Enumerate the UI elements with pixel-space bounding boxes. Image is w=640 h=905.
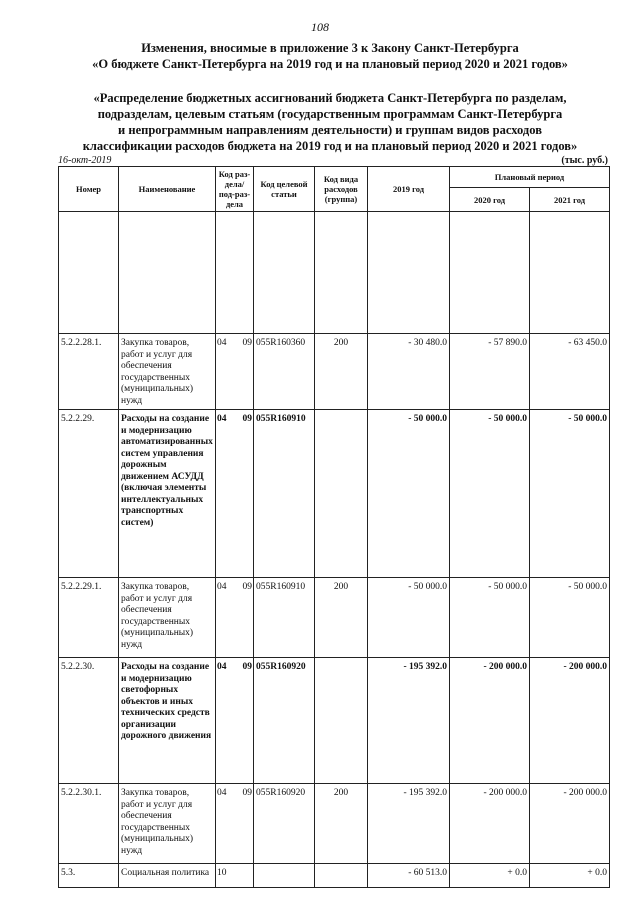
title-line-1: Изменения, вносимые в приложение 3 к Закону Санкт-Петербурга (141, 41, 519, 55)
row-2021: - 200 000.0 (530, 658, 610, 784)
header-cs: Код целевой статьи (254, 167, 315, 212)
row-razdel (216, 784, 254, 864)
table-row (59, 578, 610, 658)
header-period: Плановый период (450, 167, 610, 188)
row-kvr (315, 410, 368, 578)
row-2020: - 200 000.0 (450, 658, 530, 784)
row-name: Расходы на создание и модернизацию автоматизированных систем управления дорожным движением АСУДД (включая элементы интеллектуальных транспортных систем) (119, 410, 216, 578)
header-row (59, 167, 610, 188)
table-row (59, 658, 610, 784)
row-kvr (315, 658, 368, 784)
row-2020: - 50 000.0 (450, 410, 530, 578)
table-row (59, 864, 610, 888)
budget-table (58, 166, 610, 888)
document-title (60, 40, 600, 72)
row-name: Расходы на создание и модернизацию светофорных объектов и иных технических средств организации дорожного движения (119, 658, 216, 784)
row-2021: - 50 000.0 (530, 578, 610, 658)
row-cs: 055R160920 (254, 658, 315, 784)
header-2021: 2021 год (530, 188, 610, 212)
row-razdel (216, 410, 254, 578)
table-body (59, 334, 610, 888)
row-number: 5.3. (59, 864, 119, 888)
document-date: 16-окт-2019 (58, 155, 112, 166)
row-name: Социальная политика (119, 864, 216, 888)
row-cs: 055R160910 (254, 578, 315, 658)
row-razdel-code: 10 (217, 868, 227, 878)
row-2021: - 50 000.0 (530, 410, 610, 578)
subtitle-line-3: и непрограммным направлениям деятельности) и группам видов расходов (118, 123, 542, 137)
title-line-2: «О бюджете Санкт-Петербурга на 2019 год и на плановый период 2020 и 2021 годов» (92, 57, 568, 71)
header-name: Наименование (119, 167, 216, 212)
row-podrazdel-code: 09 (242, 788, 252, 798)
subtitle-line-2: подразделам, целевым статьям (государственным программам Санкт-Петербурга (97, 107, 563, 121)
page-number: 108 (311, 20, 329, 34)
row-razdel-code: 04 (217, 662, 227, 672)
row-razdel-code: 04 (217, 338, 227, 348)
subtitle-line-1: «Распределение бюджетных ассигнований бюджета Санкт-Петербурга по разделам, (93, 91, 567, 105)
header-number: Номер (59, 167, 119, 212)
row-2021: - 200 000.0 (530, 784, 610, 864)
header-razdel: Код раз-дела/ под-раз-дела (216, 167, 254, 212)
row-2019: - 30 480.0 (368, 334, 450, 410)
header-2020: 2020 год (450, 188, 530, 212)
row-2019: - 50 000.0 (368, 410, 450, 578)
row-podrazdel-code: 09 (242, 582, 252, 592)
row-razdel (216, 864, 254, 888)
table-row (59, 784, 610, 864)
row-cs: 055R160910 (254, 410, 315, 578)
row-number: 5.2.2.28.1. (59, 334, 119, 410)
row-razdel (216, 334, 254, 410)
row-2020: + 0.0 (450, 864, 530, 888)
row-kvr: 200 (315, 784, 368, 864)
row-kvr: 200 (315, 334, 368, 410)
row-kvr (315, 864, 368, 888)
row-2020: - 50 000.0 (450, 578, 530, 658)
row-razdel-code: 04 (217, 582, 227, 592)
row-podrazdel-code: 09 (242, 414, 252, 424)
row-2019: - 60 513.0 (368, 864, 450, 888)
row-razdel-code: 04 (217, 788, 227, 798)
row-name: Закупка товаров, работ и услуг для обеспечения государственных (муниципальных) нужд (119, 578, 216, 658)
header-2019: 2019 год (368, 167, 450, 212)
row-razdel-code: 04 (217, 414, 227, 424)
units-label: (тыс. руб.) (561, 155, 608, 166)
header-spacer-row (59, 212, 610, 334)
row-number: 5.2.2.30.1. (59, 784, 119, 864)
row-number: 5.2.2.29.1. (59, 578, 119, 658)
row-kvr: 200 (315, 578, 368, 658)
row-cs: 055R160360 (254, 334, 315, 410)
subtitle-line-4: классификации расходов бюджета на 2019 год и на плановый период 2020 и 2021 годов» (82, 139, 578, 153)
row-cs: 055R160920 (254, 784, 315, 864)
row-number: 5.2.2.30. (59, 658, 119, 784)
row-razdel (216, 658, 254, 784)
document-subtitle (60, 90, 600, 154)
row-2020: - 200 000.0 (450, 784, 530, 864)
row-name: Закупка товаров, работ и услуг для обеспечения государственных (муниципальных) нужд (119, 334, 216, 410)
row-name: Закупка товаров, работ и услуг для обеспечения государственных (муниципальных) нужд (119, 784, 216, 864)
row-cs (254, 864, 315, 888)
row-razdel (216, 578, 254, 658)
table-row (59, 334, 610, 410)
row-number: 5.2.2.29. (59, 410, 119, 578)
row-2021: + 0.0 (530, 864, 610, 888)
table-row (59, 410, 610, 578)
row-2019: - 195 392.0 (368, 658, 450, 784)
row-2021: - 63 450.0 (530, 334, 610, 410)
header-kvr: Код вида расходов (группа) (315, 167, 368, 212)
row-podrazdel-code: 09 (242, 338, 252, 348)
row-2019: - 195 392.0 (368, 784, 450, 864)
row-2020: - 57 890.0 (450, 334, 530, 410)
row-podrazdel-code: 09 (242, 662, 252, 672)
row-2019: - 50 000.0 (368, 578, 450, 658)
